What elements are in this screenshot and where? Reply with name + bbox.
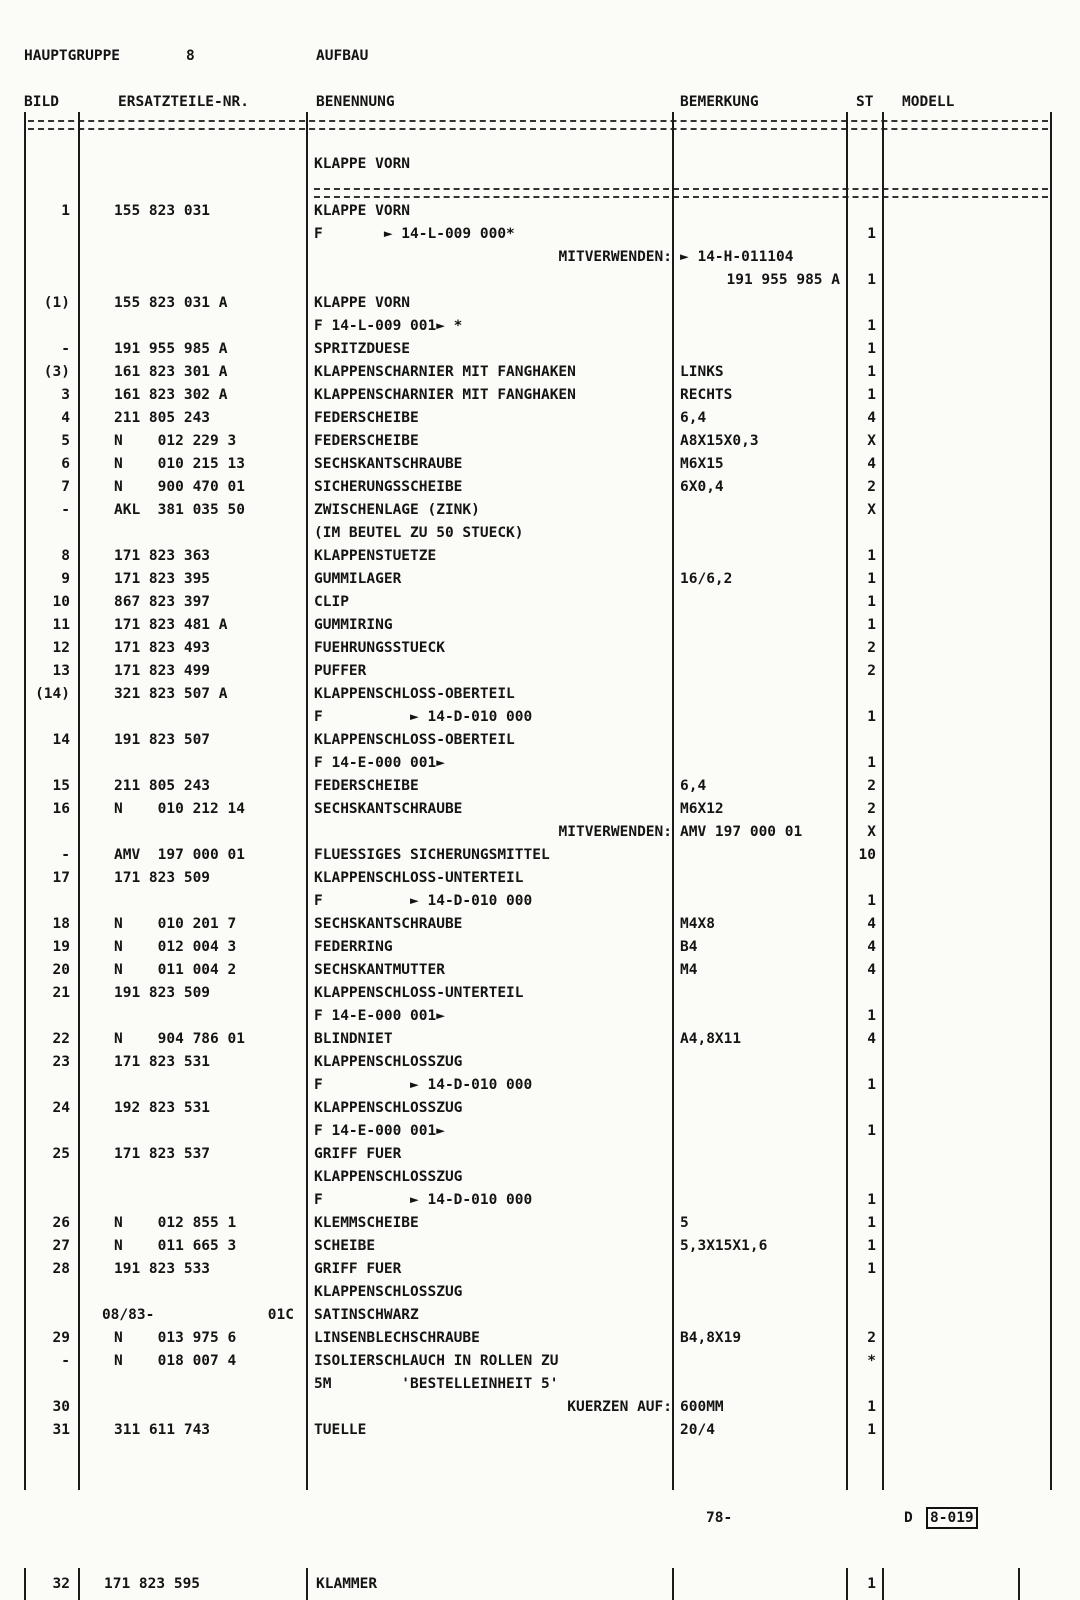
cell-benennung: LINSENBLECHSCHRAUBE <box>314 1330 480 1346</box>
cell-benennung: SECHSKANTSCHRAUBE <box>314 456 463 472</box>
cell-st: 1 <box>867 341 876 357</box>
cell-ersatzteile-nr: 867 823 397 <box>114 594 211 610</box>
cell-benennung: MITVERWENDEN: <box>558 824 672 840</box>
cell-bild: 14 <box>52 732 70 748</box>
cell-benennung: KLAPPENSCHLOSS-UNTERTEIL <box>314 985 524 1001</box>
cell-benennung: SCHEIBE <box>314 1238 376 1254</box>
cell-ersatzteile-nr: N 010 215 13 <box>114 456 245 472</box>
cell-bemerkung: M4X8 <box>680 916 715 932</box>
cell-benennung: F ► 14-L-009 000* <box>314 226 515 242</box>
cell-bemerkung: RECHTS <box>680 387 733 403</box>
table-row <box>0 637 1080 660</box>
cell-st: 4 <box>867 916 876 932</box>
cell-bild: 9 <box>61 571 70 587</box>
cell-ersatzteile-nr: 191 823 507 <box>114 732 211 748</box>
table-row <box>0 223 1080 246</box>
next-page-rule-st <box>882 1568 884 1600</box>
cell-st: 1 <box>867 709 876 725</box>
cell-benennung: SPRITZDUESE <box>314 341 411 357</box>
cell-ersatzteile-nr: N 018 007 4 <box>114 1353 237 1369</box>
cell-ersatzteile-nr: 171 823 537 <box>114 1146 211 1162</box>
cell-bemerkung: ► 14-H-011104 <box>680 249 794 265</box>
cell-benennung: F 14-E-000 001► <box>314 1123 445 1139</box>
table-row <box>0 913 1080 936</box>
cell-st: 1 <box>867 318 876 334</box>
section-separator <box>314 188 1048 198</box>
cell-ersatzteile-nr: 192 823 531 <box>114 1100 211 1116</box>
cell-bild: 21 <box>52 985 70 1001</box>
table-row <box>0 821 1080 844</box>
cell-st: 1 <box>867 571 876 587</box>
cell-ersatzteile-nr: AMV 197 000 01 <box>114 847 245 863</box>
page-code: 8-019 <box>926 1507 978 1529</box>
table-row <box>0 1258 1080 1281</box>
cell-bild: 10 <box>52 594 70 610</box>
cell-benennung: KLAPPENSCHLOSSZUG <box>314 1284 463 1300</box>
table-row <box>0 361 1080 384</box>
cell-benennung: SICHERUNGSSCHEIBE <box>314 479 463 495</box>
cell-ersatzteile-nr: 161 823 301 A <box>114 364 228 380</box>
cell-benennung: (IM BEUTEL ZU 50 STUECK) <box>314 525 524 541</box>
table-row <box>0 1327 1080 1350</box>
header-separator <box>28 120 1048 130</box>
cell-st: 1 <box>867 1422 876 1438</box>
cell-ersatzteile-nr: N 012 004 3 <box>114 939 237 955</box>
cell-benennung: F ► 14-D-010 000 <box>314 1077 533 1093</box>
cell-bemerkung: A4,8X11 <box>680 1031 742 1047</box>
cell-ersatzteile-nr: 191 955 985 A <box>114 341 228 357</box>
cell-benennung: F ► 14-D-010 000 <box>314 1192 533 1208</box>
cell-benennung: FEDERSCHEIBE <box>314 778 419 794</box>
table-row <box>0 384 1080 407</box>
cell-st: 4 <box>867 962 876 978</box>
col-header-st: ST <box>856 94 874 110</box>
cell-st: 2 <box>867 801 876 817</box>
cell-benennung: KUERZEN AUF: <box>567 1399 672 1415</box>
cell-bild: 30 <box>52 1399 70 1415</box>
table-row <box>0 246 1080 269</box>
table-row <box>0 1005 1080 1028</box>
cell-ersatzteile-nr: 171 823 531 <box>114 1054 211 1070</box>
cell-benennung: GUMMIRING <box>314 617 393 633</box>
cell-benennung: FEDERRING <box>314 939 393 955</box>
cell-bild: 13 <box>52 663 70 679</box>
cell-ersatzteile-nr: 211 805 243 <box>114 778 211 794</box>
cell-bemerkung: 600MM <box>680 1399 724 1415</box>
table-row <box>0 1120 1080 1143</box>
cell-st: 1 <box>867 1399 876 1415</box>
cell-ersatzteile-nr: AKL 381 035 50 <box>114 502 245 518</box>
table-row <box>0 1143 1080 1166</box>
cell-bemerkung: 191 955 985 A <box>726 272 840 288</box>
cell-benennung: CLIP <box>314 594 349 610</box>
cell-st: 1 <box>867 364 876 380</box>
cell-ersatzteile-nr: N 012 855 1 <box>114 1215 237 1231</box>
table-row <box>0 407 1080 430</box>
cell-benennung: F 14-L-009 001► * <box>314 318 463 334</box>
cell-st: 1 <box>867 1261 876 1277</box>
cell-ersatzteile-nr: N 900 470 01 <box>114 479 245 495</box>
cell-ersatzteile-nr: 171 823 493 <box>114 640 211 656</box>
cell-bild: 24 <box>52 1100 70 1116</box>
cell-st: 4 <box>867 456 876 472</box>
cell-st: 2 <box>867 640 876 656</box>
cell-bild: 20 <box>52 962 70 978</box>
cell-benennung: FUEHRUNGSSTUECK <box>314 640 445 656</box>
cell-bild: 25 <box>52 1146 70 1162</box>
cell-bild: 19 <box>52 939 70 955</box>
table-row <box>0 522 1080 545</box>
next-page-rule-right <box>1018 1568 1020 1600</box>
table-row <box>0 867 1080 890</box>
cell-benennung: SECHSKANTSCHRAUBE <box>314 916 463 932</box>
cell-bild: (3) <box>43 364 70 380</box>
table-row <box>0 1304 1080 1327</box>
cell-st: 1 <box>867 1192 876 1208</box>
table-row <box>0 1189 1080 1212</box>
table-row <box>0 292 1080 315</box>
cell-bild: 1 <box>61 203 70 219</box>
table-row <box>0 959 1080 982</box>
table-row <box>0 1235 1080 1258</box>
cell-st: 10 <box>858 847 876 863</box>
cell-benennung: ISOLIERSCHLAUCH IN ROLLEN ZU <box>314 1353 559 1369</box>
hauptgruppe-label: HAUPTGRUPPE <box>24 48 121 64</box>
next-page-rule-bemerkung <box>846 1568 848 1600</box>
table-row <box>0 1281 1080 1304</box>
cell-benennung: ZWISCHENLAGE (ZINK) <box>314 502 480 518</box>
cell-st: 1 <box>867 1238 876 1254</box>
col-header-ersatzteile-nr: ERSATZTEILE-NR. <box>118 94 249 110</box>
cell-ersatzteile-nr: N 011 004 2 <box>114 962 237 978</box>
cell-ersatzteile-nr: N 013 975 6 <box>114 1330 237 1346</box>
cell-bild: 31 <box>52 1422 70 1438</box>
table-row <box>0 614 1080 637</box>
table-row <box>0 706 1080 729</box>
cell-bild: 6 <box>61 456 70 472</box>
cell-ersatzteile-nr: 155 823 031 A <box>114 295 228 311</box>
table-row <box>0 568 1080 591</box>
cell-benennung: KLAPPENSCHLOSSZUG <box>314 1169 463 1185</box>
table-row <box>0 844 1080 867</box>
cell-benennung: KLAPPENSCHARNIER MIT FANGHAKEN <box>314 387 576 403</box>
cell-bemerkung: 5,3X15X1,6 <box>680 1238 768 1254</box>
cell-bild: 16 <box>52 801 70 817</box>
cell-benennung: KLEMMSCHEIBE <box>314 1215 419 1231</box>
cell-ersatzteile-nr: 171 823 509 <box>114 870 211 886</box>
cell-ersatzteile-nr: N 010 212 14 <box>114 801 245 817</box>
cell-bemerkung: 5 <box>680 1215 689 1231</box>
cell-benennung: PUFFER <box>314 663 367 679</box>
cell-bild: 12 <box>52 640 70 656</box>
cell-st: 1 <box>867 272 876 288</box>
cell-bild: - <box>61 502 70 518</box>
cell-bild: 26 <box>52 1215 70 1231</box>
cell-st: 4 <box>867 1031 876 1047</box>
cell-bild: 11 <box>52 617 70 633</box>
cell-benennung: KLAPPENSCHLOSS-OBERTEIL <box>314 732 515 748</box>
table-row <box>0 1051 1080 1074</box>
cell-bild: 7 <box>61 479 70 495</box>
cell-bemerkung: 16/6,2 <box>680 571 733 587</box>
cell-benennung: F 14-E-000 001► <box>314 755 445 771</box>
cell-bild: 22 <box>52 1031 70 1047</box>
cell-ersatzteile-nr: N 904 786 01 <box>114 1031 245 1047</box>
cell-benennung: FLUESSIGES SICHERUNGSMITTEL <box>314 847 550 863</box>
cell-ersatzteile-nr: 08/83- 01C <box>101 1307 294 1323</box>
table-row <box>0 1350 1080 1373</box>
table-row <box>0 660 1080 683</box>
cell-ersatzteile-nr: N 011 665 3 <box>114 1238 237 1254</box>
table-row <box>0 683 1080 706</box>
table-row <box>0 545 1080 568</box>
cell-ersatzteile-nr: N 012 229 3 <box>114 433 237 449</box>
cell-st: 2 <box>867 1330 876 1346</box>
cell-ersatzteile-nr: 171 823 363 <box>114 548 211 564</box>
cell-benennung: FEDERSCHEIBE <box>314 433 419 449</box>
cell-benennung: KLAPPENSCHLOSS-UNTERTEIL <box>314 870 524 886</box>
cell-st: 1 <box>867 1123 876 1139</box>
cell-st: 1 <box>867 387 876 403</box>
cell-benennung: GRIFF FUER <box>314 1146 402 1162</box>
cell-benennung: FEDERSCHEIBE <box>314 410 419 426</box>
cell-benennung: GRIFF FUER <box>314 1261 402 1277</box>
cell-bemerkung: 6,4 <box>680 778 707 794</box>
cell-st: 1 <box>867 1215 876 1231</box>
table-row <box>0 430 1080 453</box>
group-title: AUFBAU <box>316 48 369 64</box>
cell-bemerkung: M6X15 <box>680 456 724 472</box>
table-row <box>0 1212 1080 1235</box>
cell-st: * <box>867 1353 876 1369</box>
cell-ersatzteile-nr: 155 823 031 <box>114 203 211 219</box>
table-row <box>0 200 1080 223</box>
cell-bemerkung: A8X15X0,3 <box>680 433 759 449</box>
cell-benennung: KLAPPENSCHLOSSZUG <box>314 1054 463 1070</box>
cell-bemerkung: 20/4 <box>680 1422 715 1438</box>
cell-benennung: F ► 14-D-010 000 <box>314 893 533 909</box>
cell-st: 2 <box>867 479 876 495</box>
hauptgruppe-number: 8 <box>186 48 195 64</box>
cell-benennung: KLAPPE VORN <box>314 203 411 219</box>
cell-bemerkung: M6X12 <box>680 801 724 817</box>
cell-st: 1 <box>867 226 876 242</box>
table-row <box>0 1166 1080 1189</box>
cell-bemerkung: LINKS <box>680 364 724 380</box>
cell-bild: - <box>61 341 70 357</box>
section-title: KLAPPE VORN <box>314 156 411 172</box>
col-header-bemerkung: BEMERKUNG <box>680 94 759 110</box>
table-row <box>0 1028 1080 1051</box>
table-row <box>0 591 1080 614</box>
cell-st: 1 <box>867 548 876 564</box>
next-page-rule-nr <box>306 1568 308 1600</box>
cell-benennung: BLINDNIET <box>314 1031 393 1047</box>
table-row <box>0 1396 1080 1419</box>
cell-bemerkung: B4 <box>680 939 698 955</box>
cell-st: 1 <box>867 755 876 771</box>
table-row <box>0 775 1080 798</box>
page-number: 78- <box>706 1510 733 1526</box>
cell-ersatzteile-nr: 321 823 507 A <box>114 686 228 702</box>
cell-bild: (14) <box>35 686 70 702</box>
cell-st: 2 <box>867 778 876 794</box>
cell-st: X <box>867 502 876 518</box>
cell-benennung: GUMMILAGER <box>314 571 402 587</box>
table-row <box>0 1074 1080 1097</box>
cell-benennung: MITVERWENDEN: <box>558 249 672 265</box>
cell-bild: 3 <box>61 387 70 403</box>
table-row <box>0 798 1080 821</box>
table-row <box>0 982 1080 1005</box>
next-row-benennung: KLAMMER <box>316 1576 378 1592</box>
cell-st: 1 <box>867 1077 876 1093</box>
cell-st: X <box>867 433 876 449</box>
table-row <box>0 269 1080 292</box>
cell-bild: - <box>61 1353 70 1369</box>
cell-bild: 17 <box>52 870 70 886</box>
cell-ersatzteile-nr: 171 823 481 A <box>114 617 228 633</box>
cell-benennung: KLAPPENSCHLOSS-OBERTEIL <box>314 686 515 702</box>
cell-benennung: KLAPPENSTUETZE <box>314 548 437 564</box>
cell-benennung: F 14-E-000 001► <box>314 1008 445 1024</box>
cell-benennung: 5M 'BESTELLEINHEIT 5' <box>314 1376 559 1392</box>
cell-bemerkung: AMV 197 000 01 <box>680 824 803 840</box>
cell-benennung: SATINSCHWARZ <box>314 1307 419 1323</box>
table-row <box>0 453 1080 476</box>
table-row <box>0 338 1080 361</box>
cell-bild: 29 <box>52 1330 70 1346</box>
table-row <box>0 1373 1080 1396</box>
cell-bild: 23 <box>52 1054 70 1070</box>
cell-st: 1 <box>867 893 876 909</box>
table-row <box>0 476 1080 499</box>
cell-bild: 27 <box>52 1238 70 1254</box>
cell-benennung: F ► 14-D-010 000 <box>314 709 533 725</box>
cell-bild: 4 <box>61 410 70 426</box>
cell-bild: 8 <box>61 548 70 564</box>
table-row <box>0 1097 1080 1120</box>
cell-ersatzteile-nr: 211 805 243 <box>114 410 211 426</box>
next-row-bild: 32 <box>52 1576 70 1592</box>
cell-bild: - <box>61 847 70 863</box>
col-header-bild: BILD <box>24 94 59 110</box>
cell-benennung: SECHSKANTSCHRAUBE <box>314 801 463 817</box>
table-row <box>0 1419 1080 1442</box>
cell-st: 4 <box>867 939 876 955</box>
cell-st: 1 <box>867 1008 876 1024</box>
cell-bemerkung: 6,4 <box>680 410 707 426</box>
cell-ersatzteile-nr: 191 823 509 <box>114 985 211 1001</box>
cell-bild: 18 <box>52 916 70 932</box>
next-row-st: 1 <box>867 1576 876 1592</box>
table-row <box>0 729 1080 752</box>
cell-ersatzteile-nr: 191 823 533 <box>114 1261 211 1277</box>
cell-bild: (1) <box>43 295 70 311</box>
cell-bemerkung: M4 <box>680 962 698 978</box>
cell-st: 1 <box>867 617 876 633</box>
table-row <box>0 315 1080 338</box>
table-row <box>0 752 1080 775</box>
cell-ersatzteile-nr: 171 823 395 <box>114 571 211 587</box>
next-page-rule-bild <box>78 1568 80 1600</box>
table-row <box>0 499 1080 522</box>
cell-benennung: SECHSKANTMUTTER <box>314 962 445 978</box>
cell-ersatzteile-nr: 161 823 302 A <box>114 387 228 403</box>
cell-bild: 28 <box>52 1261 70 1277</box>
cell-st: 2 <box>867 663 876 679</box>
next-page-rule-left <box>24 1568 26 1600</box>
cell-benennung: TUELLE <box>314 1422 367 1438</box>
cell-bemerkung: 6X0,4 <box>680 479 724 495</box>
table-row <box>0 936 1080 959</box>
cell-bild: 15 <box>52 778 70 794</box>
table-row <box>0 890 1080 913</box>
cell-ersatzteile-nr: 311 611 743 <box>114 1422 211 1438</box>
next-page-rule-benennung <box>672 1568 674 1600</box>
cell-benennung: KLAPPE VORN <box>314 295 411 311</box>
cell-ersatzteile-nr: 171 823 499 <box>114 663 211 679</box>
col-header-modell: MODELL <box>902 94 955 110</box>
next-row-nr: 171 823 595 <box>104 1576 201 1592</box>
cell-ersatzteile-nr: N 010 201 7 <box>114 916 237 932</box>
col-header-benennung: BENENNUNG <box>316 94 395 110</box>
cell-st: X <box>867 824 876 840</box>
country-code: D <box>904 1510 913 1526</box>
cell-benennung: KLAPPENSCHLOSSZUG <box>314 1100 463 1116</box>
cell-bemerkung: B4,8X19 <box>680 1330 742 1346</box>
cell-bild: 5 <box>61 433 70 449</box>
cell-benennung: KLAPPENSCHARNIER MIT FANGHAKEN <box>314 364 576 380</box>
cell-st: 4 <box>867 410 876 426</box>
cell-st: 1 <box>867 594 876 610</box>
